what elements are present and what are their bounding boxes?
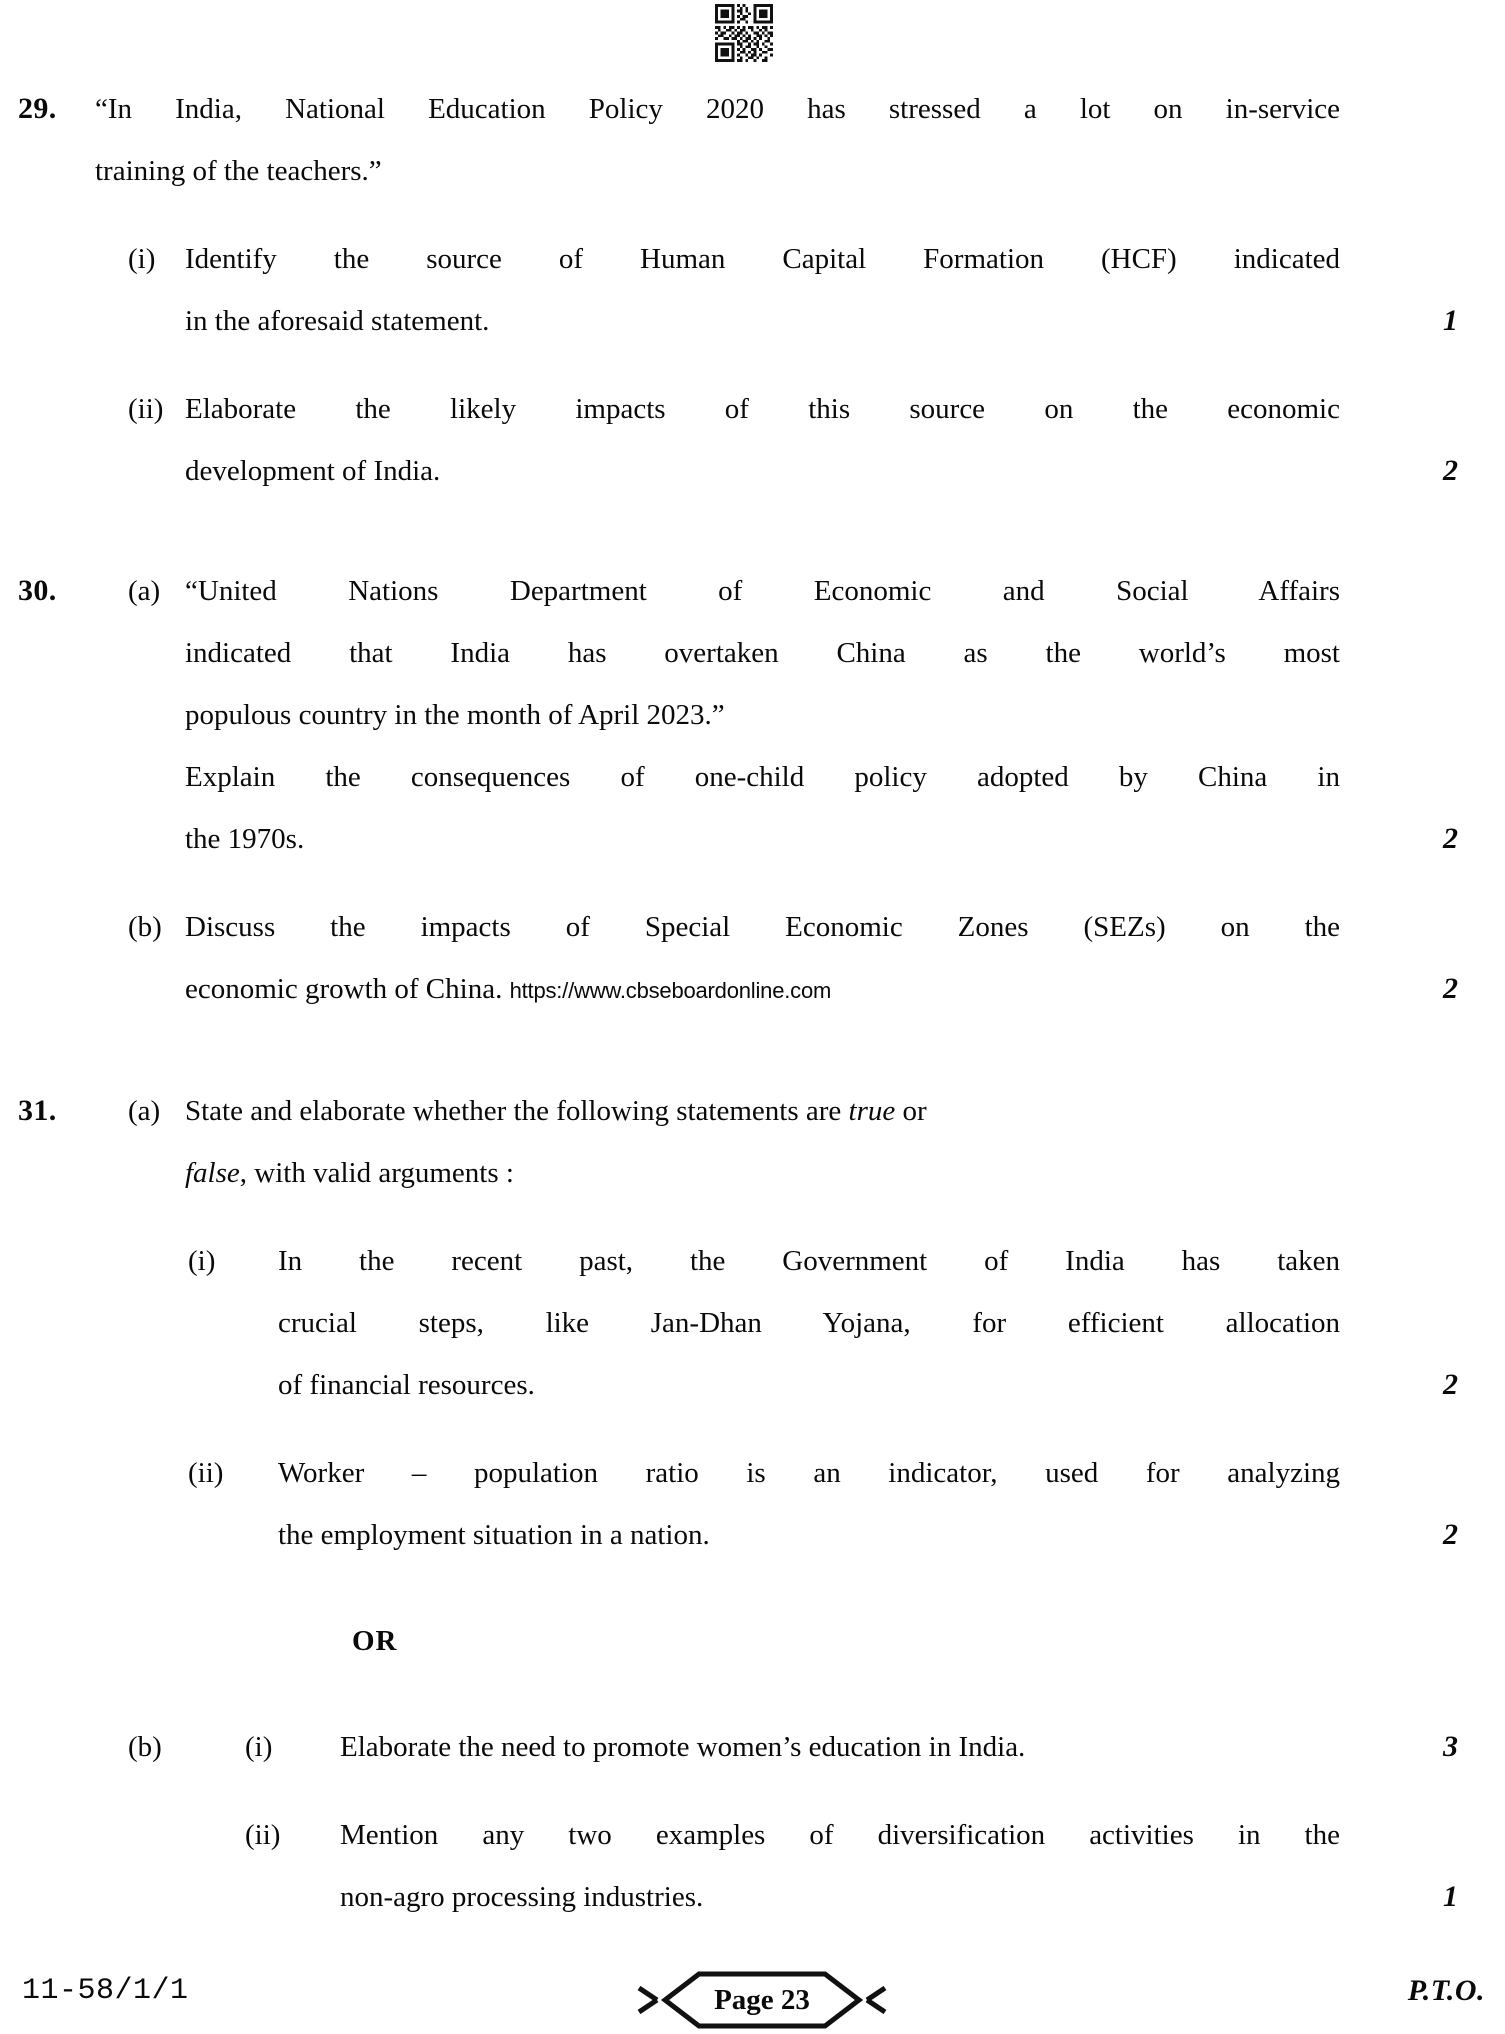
question-29-item-i-line-2: in the aforesaid statement. xyxy=(185,305,490,337)
marks-29-i: 1 xyxy=(1443,304,1458,337)
question-29-item-ii xyxy=(0,378,1505,502)
marks-31-a-i: 2 xyxy=(1443,1368,1458,1401)
pto-label: P.T.O. xyxy=(1407,1974,1485,2007)
question-number-31: 31. xyxy=(18,1094,57,1127)
question-31-b-i-line-1: Elaborate the need to promote women’s education in India. xyxy=(340,1731,1026,1763)
page-number-badge xyxy=(633,1970,891,2030)
question-29-stem-line-2: training of the teachers.” xyxy=(95,155,382,187)
question-30-part-a-text xyxy=(185,560,1340,870)
question-31-b-item-ii-label: (ii) xyxy=(245,1819,281,1851)
question-31-b-item-i-text xyxy=(340,1716,1340,1778)
question-31-a-false-word: false xyxy=(185,1157,240,1189)
question-31-a-i-line-2: crucial steps, like Jan-Dhan Yojana, for efficient allocation xyxy=(278,1307,1340,1339)
question-31-a-line-1-pre: State and elaborate whether the following statements are xyxy=(185,1095,849,1127)
question-29-item-ii-text xyxy=(185,378,1340,502)
question-31-part-a xyxy=(0,1080,1505,1204)
question-31-a-item-i-label: (i) xyxy=(188,1245,216,1277)
question-29-item-i xyxy=(0,228,1505,352)
question-31-a-line-2 xyxy=(185,1142,1340,1204)
page-number-label: Page 23 xyxy=(714,1984,810,2016)
question-31-b-item-i-label: (i) xyxy=(245,1731,273,1763)
question-29 xyxy=(0,78,1505,202)
question-31-a-item-ii xyxy=(0,1442,1505,1566)
question-number-29: 29. xyxy=(18,92,57,125)
question-30-a-line-3: populous country in the month of April 2023.” xyxy=(185,699,725,731)
question-31-a-line-2-post: , with valid arguments : xyxy=(239,1157,514,1189)
question-30-b-line-2 xyxy=(185,958,1340,1022)
question-30-part-b xyxy=(0,896,1505,1022)
paper-code: 11-58/1/1 xyxy=(22,1974,189,2008)
question-31-a-line-1 xyxy=(185,1080,1340,1142)
question-29-item-ii-line-2: development of India. xyxy=(185,455,441,487)
question-31-part-a-text xyxy=(185,1080,1340,1204)
question-31-b-ii-line-2: non-agro processing industries. xyxy=(340,1881,704,1913)
question-29-item-i-line-1: Identify the source of Human Capital Formation (HCF) indicated xyxy=(185,243,1340,275)
marks-29-ii: 2 xyxy=(1443,454,1458,487)
page-footer xyxy=(0,1966,1505,2034)
question-paper-body xyxy=(0,78,1505,1928)
question-29-item-i-text xyxy=(185,228,1340,352)
question-31-b-item-ii-text xyxy=(340,1804,1340,1928)
question-29-item-ii-line-1: Elaborate the likely impacts of this source on the economic xyxy=(185,393,1340,425)
question-30-a-line-4: Explain the consequences of one-child policy adopted by China in xyxy=(185,761,1340,793)
marks-30-b: 2 xyxy=(1443,972,1458,1005)
question-30-b-line-2-text: economic growth of China. xyxy=(185,973,503,1005)
question-31-b-item-ii xyxy=(0,1804,1505,1928)
question-31-a-item-i xyxy=(0,1230,1505,1416)
question-31-part-b-label: (b) xyxy=(128,1731,162,1763)
question-29-stem xyxy=(95,78,1340,202)
marks-31-b-ii: 1 xyxy=(1443,1880,1458,1913)
question-31-a-i-line-1: In the recent past, the Government of India has taken xyxy=(278,1245,1340,1277)
question-30-b-line-1: Discuss the impacts of Special Economic Zones (SEZs) on the xyxy=(185,911,1340,943)
question-31-a-line-1-post: or xyxy=(895,1095,927,1127)
question-31-a-ii-line-2: the employment situation in a nation. xyxy=(278,1519,710,1551)
qr-code-icon xyxy=(706,4,782,62)
question-31-a-item-ii-label: (ii) xyxy=(188,1457,224,1489)
question-31-part-a-label: (a) xyxy=(128,1095,161,1127)
question-31-a-item-ii-text xyxy=(278,1442,1340,1566)
question-30-a-line-2: indicated that India has overtaken China as the world’s most xyxy=(185,637,1340,669)
question-31-b-ii-line-1: Mention any two examples of diversification activities in the xyxy=(340,1819,1340,1851)
question-31-a-true-word: true xyxy=(848,1095,896,1127)
marks-31-b-i: 3 xyxy=(1443,1730,1458,1763)
question-number-30: 30. xyxy=(18,574,57,607)
question-29-item-i-label: (i) xyxy=(128,243,156,275)
watermark-url: https://www.cbseboardonline.com xyxy=(509,978,832,1003)
question-31-b-item-i xyxy=(0,1716,1505,1778)
question-30-part-a-label: (a) xyxy=(128,575,161,607)
marks-30-a: 2 xyxy=(1443,822,1458,855)
question-30-a-line-5: the 1970s. xyxy=(185,823,305,855)
question-31-a-ii-line-1: Worker – population ratio is an indicator, used for analyzing xyxy=(278,1457,1340,1489)
question-30-part-a xyxy=(0,560,1505,870)
question-30-part-b-text xyxy=(185,896,1340,1022)
marks-31-a-ii: 2 xyxy=(1443,1518,1458,1551)
or-divider: OR xyxy=(352,1625,398,1657)
question-30-part-b-label: (b) xyxy=(128,911,162,943)
question-30-a-line-1: “United Nations Department of Economic and Social Affairs xyxy=(185,575,1340,607)
question-31-a-i-line-3: of financial resources. xyxy=(278,1369,535,1401)
question-31-a-item-i-text xyxy=(278,1230,1340,1416)
question-29-stem-line-1: “In India, National Education Policy 2020 has stressed a lot on in-service xyxy=(95,93,1340,125)
question-29-item-ii-label: (ii) xyxy=(128,393,164,425)
